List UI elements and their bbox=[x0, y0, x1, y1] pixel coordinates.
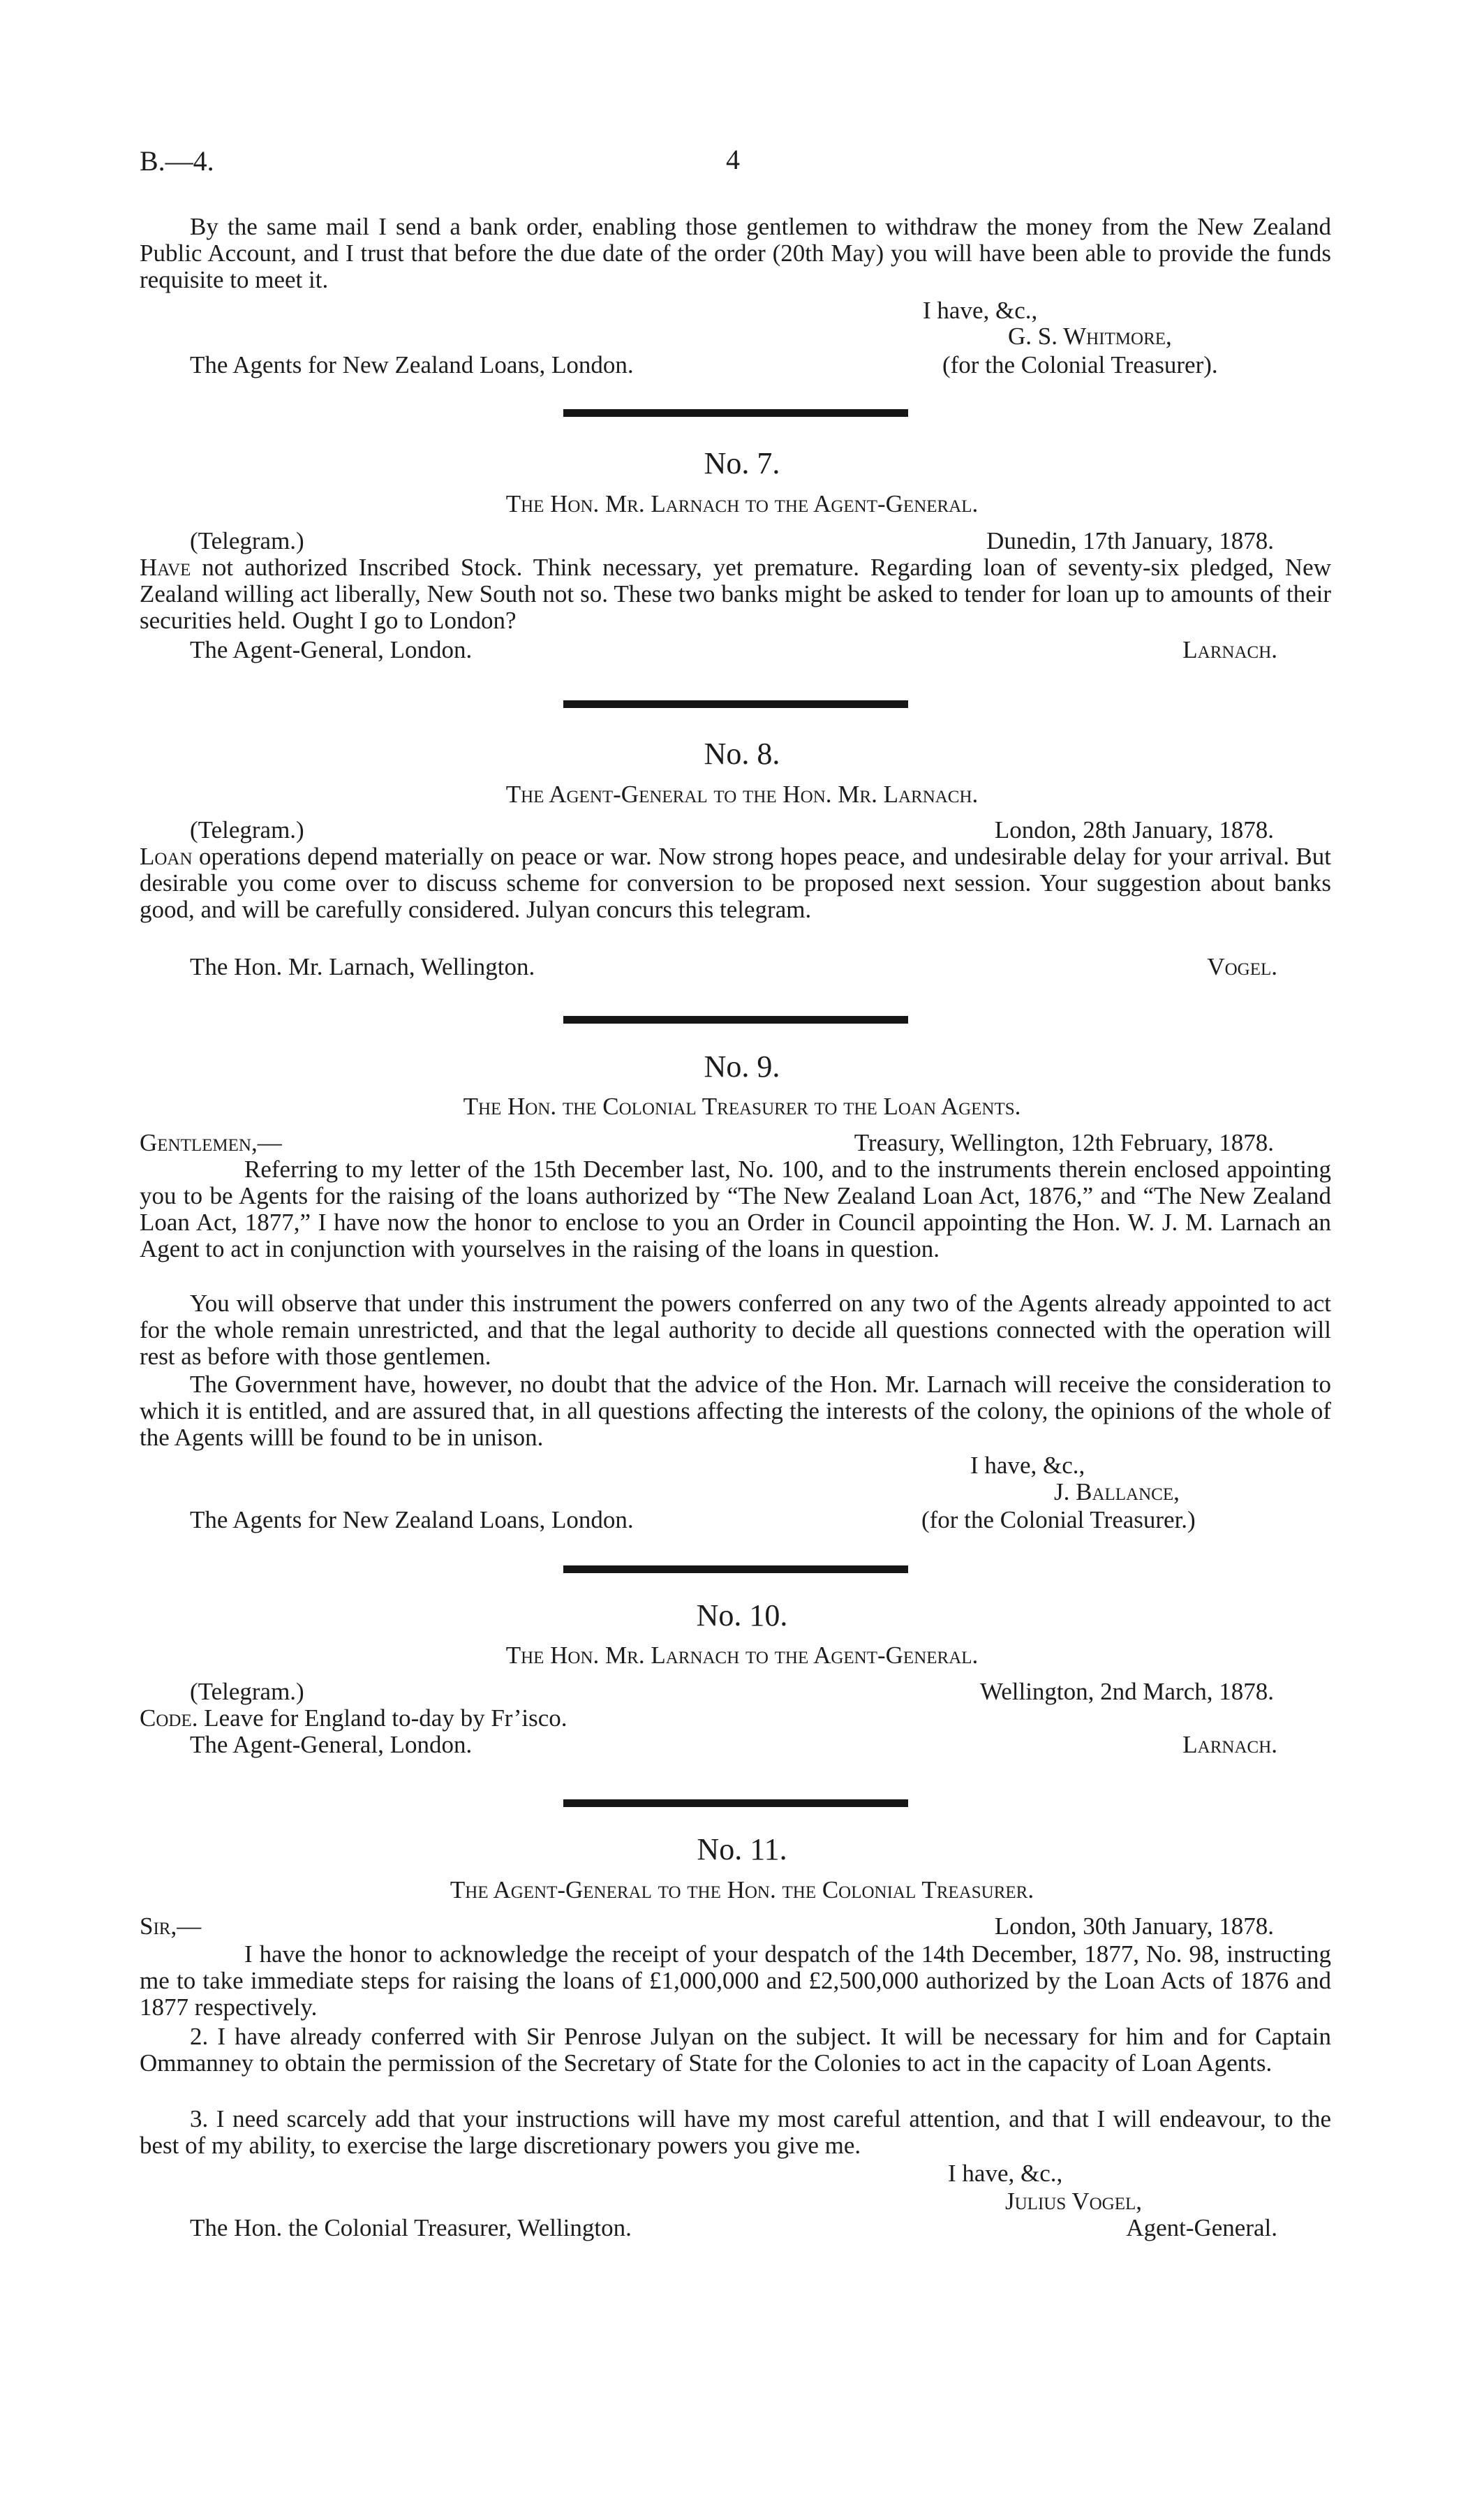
no8-section bbox=[0, 737, 1484, 771]
intro-closing: I have, &c., bbox=[923, 297, 1038, 324]
no11-place-date: London, 30th January, 1878. bbox=[994, 1912, 1274, 1940]
no7-signature: Larnach. bbox=[1182, 636, 1277, 663]
no11-salutation: Sir,— bbox=[140, 1912, 202, 1940]
intro-addressee: The Agents for New Zealand Loans, London. bbox=[190, 351, 634, 378]
no9-paragraph-3: The Government have, however, no doubt that the advice of the Hon. Mr. Larnach will receive the consideration to which it is entitled, and are assured that, in all questions affecting the interests of the colony, the opinions of the whole of the Agents willl be found to be in unison. bbox=[140, 1371, 1331, 1451]
no8-addressee: The Hon. Mr. Larnach, Wellington. bbox=[190, 953, 535, 980]
no9-signature-role: (for the Colonial Treasurer.) bbox=[921, 1506, 1196, 1533]
no8-type: (Telegram.) bbox=[190, 816, 304, 843]
no9-place-date: Treasury, Wellington, 12th February, 1878. bbox=[854, 1129, 1274, 1156]
no7-body bbox=[140, 554, 1331, 634]
no7-number: No. 7. bbox=[704, 446, 780, 480]
no8-number: No. 8. bbox=[704, 737, 780, 771]
page-number: 4 bbox=[726, 144, 740, 175]
no9-signature: J. Ballance, bbox=[1054, 1478, 1180, 1505]
no10-body-text: Leave for England to-day by Fr’isco. bbox=[198, 1704, 567, 1732]
no8-body-text: operations depend materially on peace or war. Now strong hopes peace, and undesirable delay for your arrival. But desirable you come over to discuss scheme for conversion to be proposed next session. Your suggestion about banks good, and will be carefully considered. Julyan concurs this telegram. bbox=[140, 843, 1331, 923]
no10-section bbox=[0, 1599, 1484, 1632]
no9-section bbox=[0, 1050, 1484, 1084]
no8-from-to: The Agent-General to the Hon. Mr. Larnach. bbox=[505, 781, 979, 808]
no11-number: No. 11. bbox=[697, 1832, 787, 1866]
no10-number: No. 10. bbox=[696, 1598, 788, 1632]
no11-signature: Julius Vogel, bbox=[1005, 2188, 1143, 2215]
intro-signature: G. S. Whitmore, bbox=[1008, 323, 1172, 350]
no7-addressee: The Agent-General, London. bbox=[190, 636, 473, 663]
intro-paragraph: By the same mail I send a bank order, enabling those gentlemen to withdraw the money from the New Zealand Public Account, and I trust that before the due date of the order (20th May) you will have been able to provide the funds requisite to meet it. bbox=[140, 213, 1331, 293]
document-code: B.—4. bbox=[140, 145, 214, 177]
intro-signature-role: (for the Colonial Treasurer). bbox=[942, 351, 1218, 378]
no11-from-to: The Agent-General to the Hon. the Colonial Treasurer. bbox=[450, 1876, 1034, 1903]
no11-paragraph-2: 2. I have already conferred with Sir Penrose Julyan on the subject. It will be necessary for him and for Captain Ommanney to obtain the permission of the Secretary of State for the Colonies to act in the capacity of Loan Agents. bbox=[140, 2023, 1331, 2077]
no7-type: (Telegram.) bbox=[190, 527, 304, 554]
no10-body bbox=[140, 1705, 567, 1732]
no11-addressee: The Hon. the Colonial Treasurer, Wellington. bbox=[190, 2214, 632, 2241]
no10-place-date: Wellington, 2nd March, 1878. bbox=[979, 1678, 1274, 1705]
section-divider bbox=[563, 700, 908, 708]
no11-section bbox=[0, 1833, 1484, 1866]
no10-lead-word: Code. bbox=[140, 1704, 198, 1732]
no9-closing: I have, &c., bbox=[970, 1452, 1085, 1479]
no9-paragraph-1: Referring to my letter of the 15th December last, No. 100, and to the instruments therein enclosed appointing you to be Agents for the raising of the loans authorized by “The New Zealand Loan Act, 1876,” and “The New Zealand Loan Act, 1877,” I have now the honor to enclose to you an Order in Council appointing the Hon. W. J. M. Larnach an Agent to act in conjunction with yourselves in the raising of the loans in question. bbox=[140, 1156, 1331, 1262]
no10-type: (Telegram.) bbox=[190, 1678, 304, 1705]
no9-addressee: The Agents for New Zealand Loans, London. bbox=[190, 1506, 634, 1533]
no10-addressee: The Agent-General, London. bbox=[190, 1731, 473, 1758]
no9-paragraph-2: You will observe that under this instrument the powers conferred on any two of the Agents already appointed to act for the whole remain unrestricted, and that the legal authority to decide all questions connected with the operation will rest as before with those gentlemen. bbox=[140, 1290, 1331, 1370]
section-divider bbox=[563, 1799, 908, 1807]
no10-signature: Larnach. bbox=[1182, 1731, 1277, 1758]
no11-paragraph-1: I have the honor to acknowledge the receipt of your despatch of the 14th December, 1877, No. 98, instructing me to take immediate steps for raising the loans of £1,000,000 and £2,500,000 authorized by the Loan Acts of 1876 and 1877 respectively. bbox=[140, 1940, 1331, 2021]
no7-from-to: The Hon. Mr. Larnach to the Agent-General. bbox=[505, 490, 979, 517]
no7-place-date: Dunedin, 17th January, 1878. bbox=[986, 527, 1274, 554]
no9-number: No. 9. bbox=[704, 1049, 780, 1084]
no7-body-text: not authorized Inscribed Stock. Think necessary, yet premature. Regarding loan of seventy-six pledged, New Zealand willing act liberally, New South not so. These two banks might be asked to tender for loan up to amounts of their securities held. Ought I go to London? bbox=[140, 554, 1331, 634]
no11-signature-role: Agent-General. bbox=[1126, 2214, 1277, 2241]
no8-signature: Vogel. bbox=[1207, 953, 1277, 980]
no11-closing: I have, &c., bbox=[948, 2160, 1063, 2187]
no7-section bbox=[0, 447, 1484, 480]
section-divider bbox=[563, 1565, 908, 1573]
section-divider bbox=[563, 409, 908, 417]
no9-salutation: Gentlemen,— bbox=[140, 1129, 282, 1156]
no8-lead-word: Loan bbox=[140, 843, 193, 870]
no8-body bbox=[140, 843, 1331, 923]
no10-from-to: The Hon. Mr. Larnach to the Agent-General. bbox=[505, 1642, 979, 1669]
section-divider bbox=[563, 1016, 908, 1024]
no7-lead-word: Have bbox=[140, 554, 191, 581]
no11-paragraph-3: 3. I need scarcely add that your instructions will have my most careful attention, and that I will endeavour, to the best of my ability, to exercise the large discretionary powers you give me. bbox=[140, 2105, 1331, 2159]
no8-place-date: London, 28th January, 1878. bbox=[994, 816, 1274, 843]
no9-from-to: The Hon. the Colonial Treasurer to the Loan Agents. bbox=[463, 1093, 1021, 1120]
